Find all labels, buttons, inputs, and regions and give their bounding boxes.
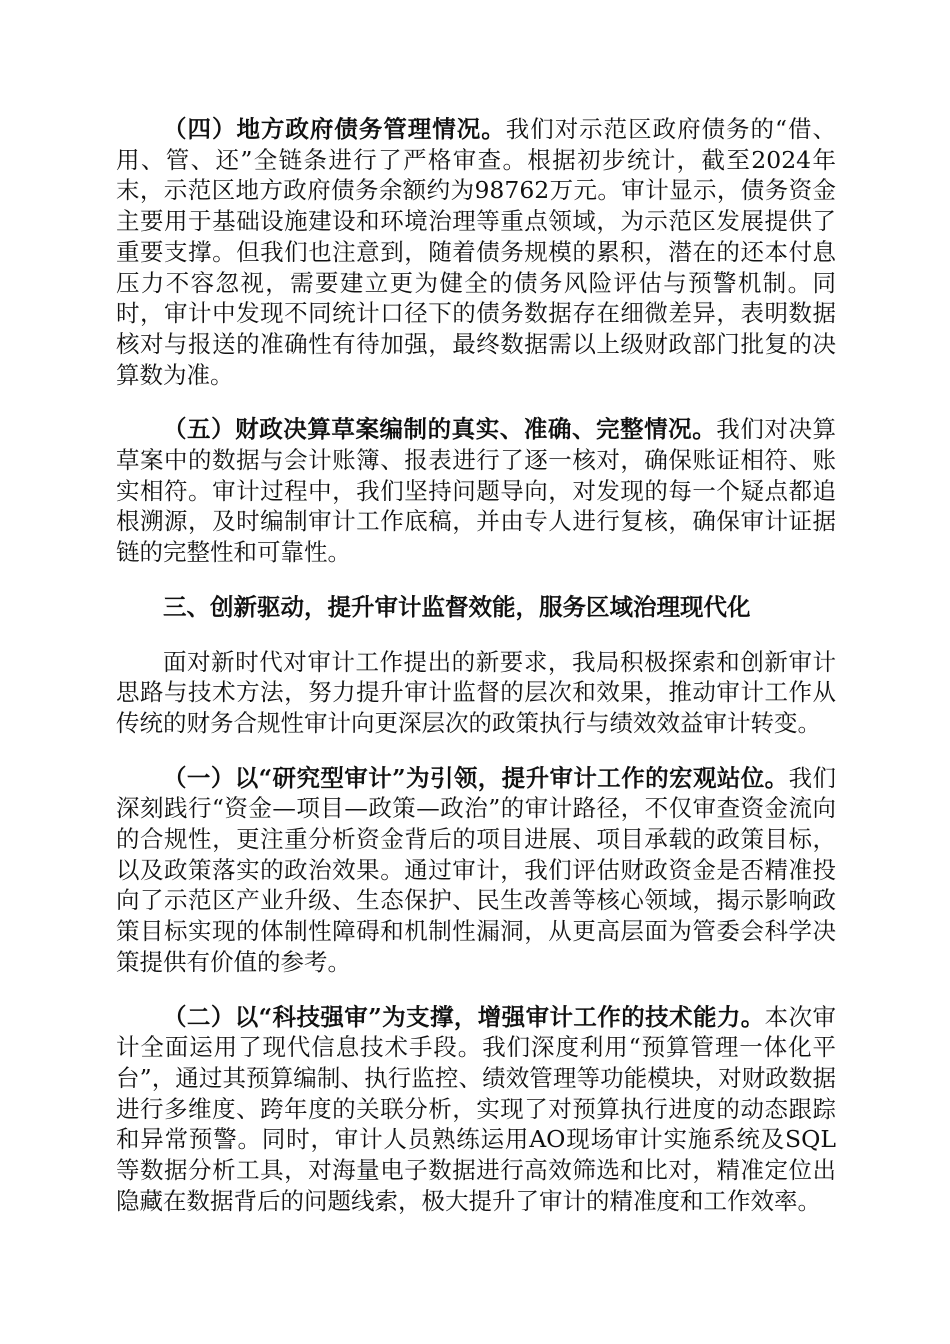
subsection-tech-audit	[116, 1002, 836, 1217]
paragraph-body: 我们对示范区政府债务的“借、用、管、还”全链条进行了严格审查。根据初步统计，截至2024年末，示范区地方政府债务余额约为98762万元。审计显示，债务资金主要用于基础设施建设和环境治理等重点领域，为示范区发展提供了重要支撑。但我们也注意到，随着债务规模的累积，潜在的还本付息压力不容忽视，需要建立更为健全的债务风险评估与预警机制。同时，审计中发现不同统计口径下的债务数据存在细微差异，表明数据核对与报送的准确性有待加强，最终数据需以上级财政部门批复的决算数为准。	[116, 115, 836, 389]
section-heading: 三、创新驱动，提升审计监督效能，服务区域治理现代化	[163, 592, 751, 621]
paragraph-debt-management	[116, 114, 836, 390]
paragraph-body: 我们对决算草案中的数据与会计账簿、报表进行了逐一核对，确保账证相符、账实相符。审计过程中，我们坚持问题导向，对发现的每一个疑点都追根溯源，及时编制审计工作底稿，并由专人进行复核，确保审计证据链的完整性和可靠性。	[116, 415, 837, 567]
paragraph-lead: （四）地方政府债务管理情况。	[163, 115, 506, 143]
document-page	[116, 114, 836, 1217]
subsection-body: 本次审计全面运用了现代信息技术手段。我们深度利用“预算管理一体化平台”，通过其预算编制、执行监控、绩效管理等功能模块，对财政数据进行多维度、跨年度的关联分析，实现了对预算执行进度的动态跟踪和异常预警。同时，审计人员熟练运用AO现场审计实施系统及SQL等数据分析工具，对海量电子数据进行高效筛选和比对，精准定位出隐藏在数据背后的问题线索，极大提升了审计的精准度和工作效率。	[116, 1002, 836, 1215]
subsection-research-audit	[116, 763, 836, 978]
subsection-lead: （一）以“研究型审计”为引领，提升审计工作的宏观站位。	[163, 763, 789, 792]
paragraph-final-accounts	[116, 414, 836, 568]
subsection-body: 我们深刻践行“资金—项目—政策—政治”的审计路径，不仅审查资金流向的合规性，更注重分析资金背后的项目进展、项目承载的政策目标，以及政策落实的政治效果。通过审计，我们评估财政资金是否精准投向了示范区产业升级、生态保护、民生改善等核心领域，揭示影响政策目标实现的体制性障碍和机制性漏洞，从更高层面为管委会科学决策提供有价值的参考。	[116, 763, 836, 976]
section-intro: 面对新时代对审计工作提出的新要求，我局积极探索和创新审计思路与技术方法，努力提升审计监督的层次和效果，推动审计工作从传统的财务合规性审计向更深层次的政策执行与绩效效益审计转变。	[116, 647, 836, 737]
paragraph-lead: （五）财政决算草案编制的真实、准确、完整情况。	[163, 415, 717, 444]
subsection-lead: （二）以“科技强审”为支撑，增强审计工作的技术能力。	[163, 1002, 765, 1031]
